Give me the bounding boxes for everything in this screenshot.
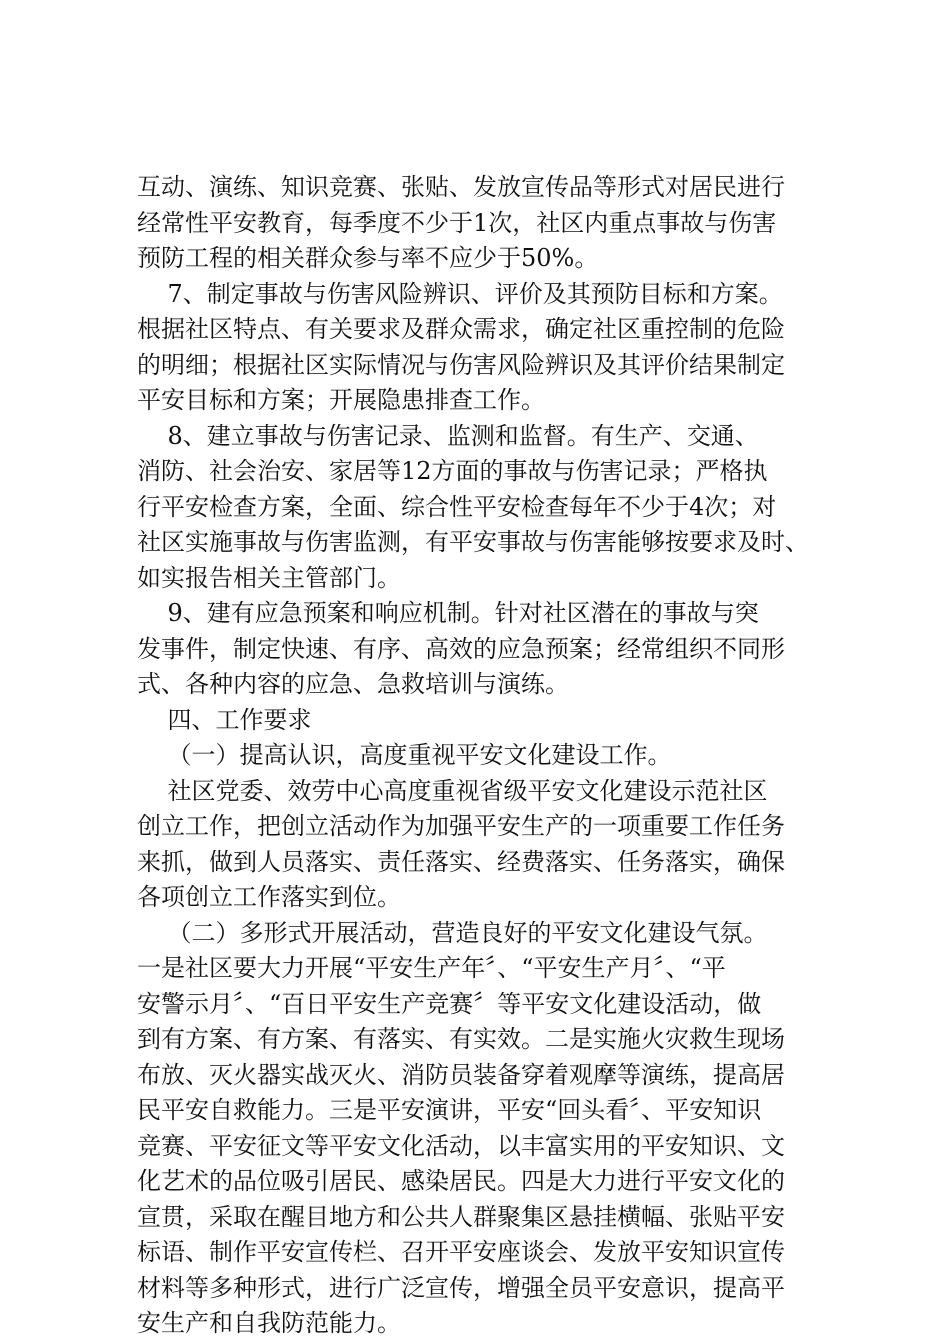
- body-text-line: 根据社区特点、有关要求及群众需求，确定社区重控制的危险: [137, 315, 785, 343]
- body-text-line: 式、各种内容的应急、急救培训与演练。: [137, 670, 569, 698]
- body-text-line: 发事件，制定快速、有序、高效的应急预案；经常组织不同形: [137, 634, 785, 663]
- body-text-line: 安警示月〞、“百日平安生产竞赛〞等平安文化建设活动，做: [137, 989, 762, 1018]
- body-text-line: 来抓，做到人员落实、责任落实、经费落实、任务落实，确保: [137, 847, 785, 876]
- section-heading: 四、工作要求: [137, 705, 312, 734]
- body-text-line: 各项创立工作落实到位。: [137, 883, 401, 911]
- body-text-line: 行平安检查方案，全面、综合性平安检查每年不少于4次；对: [137, 492, 777, 521]
- body-text-line: 宣贯，采取在醒目地方和公共人群聚集区悬挂横幅、张贴平安: [137, 1202, 785, 1231]
- body-text-line: 的明细；根据社区实际情况与伤害风险辨识及其评价结果制定: [137, 350, 785, 379]
- body-text-line: 社区党委、效劳中心高度重视省级平安文化建设示范社区: [137, 776, 768, 805]
- body-text-line: 民平安自救能力。三是平安演讲，平安“回头看〞、平安知识: [137, 1096, 762, 1124]
- body-text-line: 消防、社会治安、家居等12方面的事故与伤害记录；严格执: [137, 457, 768, 485]
- document-body: [137, 170, 837, 1342]
- body-text-line: 经常性平安教育，每季度不少于1次，社区内重点事故与伤害: [137, 208, 777, 237]
- body-text-line: 9、建有应急预案和响应机制。针对社区潜在的事故与突: [137, 599, 759, 627]
- body-text-line: 化艺术的品位吸引居民、感染居民。四是大力进行平安文化的: [137, 1167, 785, 1195]
- body-text-line: 到有方案、有方案、有落实、有实效。二是实施火灾救生现场: [137, 1025, 785, 1053]
- subsection-heading: （一）提高认识，高度重视平安文化建设工作。: [137, 741, 672, 769]
- body-text-line: 安生产和自我防范能力。: [137, 1309, 401, 1337]
- body-text-line: 预防工程的相关群众参与率不应少于50%。: [137, 244, 599, 272]
- body-text-line: 竞赛、平安征文等平安文化活动，以丰富实用的平安知识、文: [137, 1131, 785, 1160]
- body-text-line: 7、制定事故与伤害风险辨识、评价及其预防目标和方案。: [137, 279, 783, 308]
- body-text-line: 创立工作，把创立活动作为加强平安生产的一项重要工作任务: [137, 812, 785, 840]
- body-text-line: 标语、制作平安宣传栏、召开平安座谈会、发放平安知识宣传: [137, 1238, 785, 1266]
- body-text-line: 8、建立事故与伤害记录、监测和监督。有生产、交通、: [137, 421, 759, 450]
- body-text-line: 如实报告相关主管部门。: [137, 563, 401, 592]
- subsection-heading: （二）多形式开展活动，营造良好的平安文化建设气氛。: [137, 918, 768, 947]
- body-text-line: 布放、灭火器实战灭火、消防员装备穿着观摩等演练，提高居: [137, 1060, 785, 1089]
- body-text-line: 互动、演练、知识竞赛、张贴、发放宣传品等形式对居民进行: [137, 173, 785, 201]
- body-text-line: 平安目标和方案；开展隐患排查工作。: [137, 386, 545, 414]
- body-text-line: 社区实施事故与伤害监测，有平安事故与伤害能够按要求及时、: [137, 528, 809, 556]
- body-text-line: 材料等多种形式，进行广泛宣传，增强全员平安意识，提高平: [137, 1273, 785, 1302]
- body-text-line: 一是社区要大力开展“平安生产年〞、“平安生产月〞、“平: [137, 954, 726, 982]
